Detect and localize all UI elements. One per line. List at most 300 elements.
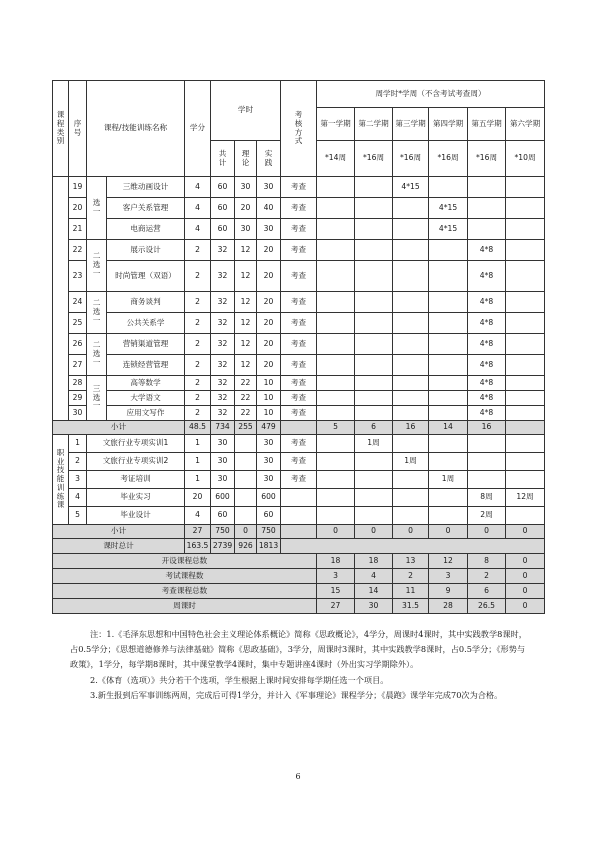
semester-3-value: 31.5 [393, 599, 429, 614]
hours-theory [235, 471, 257, 489]
semester-6-value [506, 435, 545, 453]
weeks-6: *10周 [506, 141, 545, 177]
hours-theory: 22 [235, 391, 257, 406]
hours-theory: 12 [235, 334, 257, 355]
hours-total: 32 [211, 406, 235, 421]
semester-4-value [429, 507, 468, 525]
semester-6-value [506, 471, 545, 489]
exam-type: 考查 [281, 376, 317, 391]
credit: 2 [185, 261, 211, 292]
semester-5-value: 4*8 [468, 355, 506, 376]
semester-6-value: 0 [506, 525, 545, 539]
hours-total: 32 [211, 292, 235, 313]
exam-type [281, 489, 317, 507]
semester-4-value: 4*15 [429, 198, 468, 219]
semester-3-value [393, 261, 429, 292]
hours-practice: 20 [257, 313, 281, 334]
semester-4-value: 4*15 [429, 219, 468, 240]
exam-type [281, 507, 317, 525]
hours-practice: 30 [257, 435, 281, 453]
semester-1-value: 27 [317, 599, 355, 614]
semester-2-value [355, 391, 393, 406]
semester-5-value: 4*8 [468, 261, 506, 292]
hours-practice: 10 [257, 376, 281, 391]
semester-5-value: 4*8 [468, 334, 506, 355]
semester-4-value: 1周 [429, 471, 468, 489]
hours-practice: 40 [257, 198, 281, 219]
hours-total: 32 [211, 376, 235, 391]
table-row [53, 435, 545, 453]
hours-total: 30 [211, 435, 235, 453]
semester-3-value [393, 489, 429, 507]
hours-theory: 20 [235, 198, 257, 219]
hours-practice: 20 [257, 355, 281, 376]
hours-theory: 12 [235, 240, 257, 261]
semester-5-value [468, 198, 506, 219]
credit: 163.5 [185, 539, 211, 554]
semester-1-value: 3 [317, 569, 355, 584]
semester-2-value [355, 507, 393, 525]
semester-3-value: 16 [393, 421, 429, 435]
semester-1-value [317, 177, 355, 198]
exam-type: 考查 [281, 240, 317, 261]
hours-practice: 30 [257, 177, 281, 198]
credit: 4 [185, 177, 211, 198]
exam-type: 考查 [281, 292, 317, 313]
credit: 2 [185, 355, 211, 376]
summary-label: 开设课程总数 [53, 554, 317, 569]
semester-4-value [429, 435, 468, 453]
semester-1-value [317, 471, 355, 489]
blank-span [281, 539, 545, 554]
semester-4-value: 12 [429, 554, 468, 569]
semester-4-value: 14 [429, 421, 468, 435]
semester-2-value [355, 471, 393, 489]
semester-3-value [393, 471, 429, 489]
col-course-name: 课程/技能训练名称 [87, 81, 185, 177]
semester-2-value [355, 177, 393, 198]
table-row [53, 198, 545, 219]
semester-1: 第一学期 [317, 108, 355, 141]
hours-theory [235, 489, 257, 507]
semester-3-value [393, 435, 429, 453]
category-vocational: 职 业 技 能 训 练 课 [53, 435, 69, 525]
total-hours-label: 课时总计 [53, 539, 185, 554]
weeks-3: *16周 [393, 141, 429, 177]
semester-6-value [506, 507, 545, 525]
semester-4-value [429, 261, 468, 292]
table-row [53, 421, 545, 435]
exam-type: 考查 [281, 313, 317, 334]
semester-6: 第六学期 [506, 108, 545, 141]
hours-total: 30 [211, 471, 235, 489]
semester-3-value [393, 219, 429, 240]
semester-4-value [429, 391, 468, 406]
semester-2-value [355, 376, 393, 391]
semester-5-value [468, 471, 506, 489]
table-row [53, 391, 545, 406]
semester-6-value [506, 198, 545, 219]
row-no: 19 [69, 177, 87, 198]
hours-theory: 255 [235, 421, 257, 435]
semester-5-value: 16 [468, 421, 506, 435]
row-no: 23 [69, 261, 87, 292]
semester-5-value: 4*8 [468, 292, 506, 313]
table-row [53, 554, 545, 569]
semester-4-value [429, 313, 468, 334]
hours-total: 734 [211, 421, 235, 435]
semester-5-value [468, 453, 506, 471]
semester-6-value [506, 391, 545, 406]
semester-3-value [393, 507, 429, 525]
semester-4-value [429, 240, 468, 261]
table-row [53, 525, 545, 539]
semester-5-value: 8周 [468, 489, 506, 507]
course-name: 连锁经营管理 [107, 355, 185, 376]
semester-6-value [506, 219, 545, 240]
semester-2-value: 30 [355, 599, 393, 614]
semester-3-value: 2 [393, 569, 429, 584]
semester-1-value [317, 406, 355, 421]
course-name: 展示设计 [107, 240, 185, 261]
semester-6-value [506, 240, 545, 261]
semester-4-value: 3 [429, 569, 468, 584]
semester-6-value: 0 [506, 569, 545, 584]
row-no: 26 [69, 334, 87, 355]
hours-total: 60 [211, 219, 235, 240]
table-row [53, 177, 545, 198]
semester-1-value: 18 [317, 554, 355, 569]
hours-theory: 12 [235, 313, 257, 334]
table-row [53, 489, 545, 507]
hours-theory: 30 [235, 219, 257, 240]
table-row [53, 355, 545, 376]
table-row [53, 599, 545, 614]
semester-6-value [506, 292, 545, 313]
semester-6-value: 0 [506, 584, 545, 599]
exam-type [281, 421, 317, 435]
semester-1-value [317, 198, 355, 219]
row-no: 25 [69, 313, 87, 334]
semester-6-value [506, 421, 545, 435]
course-name: 高等数学 [107, 376, 185, 391]
semester-4: 第四学期 [429, 108, 468, 141]
table-row [53, 453, 545, 471]
course-name: 时尚管理（双语） [107, 261, 185, 292]
table-row [53, 507, 545, 525]
credit: 2 [185, 240, 211, 261]
row-no: 28 [69, 376, 87, 391]
semester-1-value [317, 391, 355, 406]
semester-3-value: 1周 [393, 453, 429, 471]
hours-total: 32 [211, 355, 235, 376]
credit: 4 [185, 198, 211, 219]
semester-1-value [317, 313, 355, 334]
semester-6-value [506, 355, 545, 376]
row-no: 30 [69, 406, 87, 421]
semester-4-value [429, 334, 468, 355]
row-no: 27 [69, 355, 87, 376]
col-weekly-hours: 周学时*学周（不含考试考查周） [317, 81, 545, 108]
col-seq: 序 号 [69, 81, 87, 177]
course-name: 考证培训 [87, 471, 185, 489]
hours-theory: 22 [235, 376, 257, 391]
semester-6-value [506, 177, 545, 198]
semester-4-value [429, 355, 468, 376]
credit: 2 [185, 406, 211, 421]
choose-label: 二 选 一 [87, 292, 107, 334]
hours-total: 32 [211, 240, 235, 261]
course-name: 三维动画设计 [107, 177, 185, 198]
col-hours-practice: 实 践 [257, 141, 281, 177]
table-row [53, 240, 545, 261]
semester-1-value [317, 376, 355, 391]
hours-practice: 750 [257, 525, 281, 539]
hours-theory [235, 507, 257, 525]
credit: 4 [185, 219, 211, 240]
semester-5-value: 4*8 [468, 313, 506, 334]
hours-total: 60 [211, 198, 235, 219]
col-exam: 考 核 方 式 [281, 81, 317, 177]
table-row [53, 334, 545, 355]
semester-1-value [317, 453, 355, 471]
table-row [53, 406, 545, 421]
semester-2-value [355, 334, 393, 355]
hours-practice: 20 [257, 292, 281, 313]
col-hours: 学时 [211, 81, 281, 141]
hours-practice: 600 [257, 489, 281, 507]
semester-5-value [468, 177, 506, 198]
hours-practice: 20 [257, 261, 281, 292]
semester-3-value [393, 376, 429, 391]
exam-type: 考查 [281, 406, 317, 421]
hours-total: 32 [211, 261, 235, 292]
semester-4-value: 9 [429, 584, 468, 599]
exam-type: 考查 [281, 198, 317, 219]
exam-type: 考查 [281, 391, 317, 406]
semester-6-value [506, 406, 545, 421]
hours-practice: 10 [257, 391, 281, 406]
semester-2-value [355, 240, 393, 261]
semester-5-value: 4*8 [468, 391, 506, 406]
hours-total: 60 [211, 507, 235, 525]
semester-5-value: 0 [468, 525, 506, 539]
table-row [53, 261, 545, 292]
semester-3-value [393, 313, 429, 334]
semester-2-value [355, 219, 393, 240]
semester-1-value [317, 334, 355, 355]
credit: 2 [185, 391, 211, 406]
semester-5-value: 2 [468, 569, 506, 584]
semester-3-value [393, 355, 429, 376]
note-3: 3.新生报到后军事训练两周，完成后可得1学分，并计入《军事理论》课程学分；《晨跑》课学年完成70次为合格。 [90, 689, 503, 700]
semester-5-value: 26.5 [468, 599, 506, 614]
exam-type: 考查 [281, 334, 317, 355]
hours-practice: 20 [257, 240, 281, 261]
course-name: 文旅行业专项实训2 [87, 453, 185, 471]
semester-6-value [506, 376, 545, 391]
semester-6-value [506, 313, 545, 334]
hours-theory: 30 [235, 177, 257, 198]
table-row [53, 81, 545, 108]
course-name: 大学语文 [107, 391, 185, 406]
table-row [53, 313, 545, 334]
col-category: 课 程 类 别 [53, 81, 69, 177]
exam-type: 考查 [281, 453, 317, 471]
semester-2-value [355, 489, 393, 507]
semester-2-value [355, 261, 393, 292]
hours-theory: 22 [235, 406, 257, 421]
notes [70, 627, 530, 703]
hours-total: 2739 [211, 539, 235, 554]
hours-practice: 30 [257, 219, 281, 240]
semester-3-value: 11 [393, 584, 429, 599]
curriculum-table [52, 80, 545, 614]
hours-theory: 12 [235, 292, 257, 313]
semester-2-value [355, 406, 393, 421]
hours-theory [235, 435, 257, 453]
semester-6-value: 0 [506, 554, 545, 569]
exam-type: 考查 [281, 177, 317, 198]
semester-6-value [506, 261, 545, 292]
row-no: 22 [69, 240, 87, 261]
semester-1-value [317, 355, 355, 376]
credit: 48.5 [185, 421, 211, 435]
note-1: 注：1.《毛泽东思想和中国特色社会主义理论体系概论》简称《思政概论》，4学分，周课时4课时，其中实践教学8课时，占0.5学分；《思想道德修养与法律基础》简称《思政基础》，3学分，周课时3课时，其中实践教学8课时，占0.5学分；《形势与政策》，1学分，每学期8课时，其中课堂教学4课时，集中专题讲座4课时（外出实习学期除外）。 [70, 629, 527, 670]
credit: 1 [185, 453, 211, 471]
semester-2-value: 1周 [355, 435, 393, 453]
semester-2-value: 4 [355, 569, 393, 584]
credit: 2 [185, 334, 211, 355]
choose-label: 三 选 一 [87, 376, 107, 421]
row-no: 4 [69, 489, 87, 507]
semester-4-value: 28 [429, 599, 468, 614]
credit: 2 [185, 292, 211, 313]
choose-label: 二 选 一 [87, 334, 107, 376]
row-no: 2 [69, 453, 87, 471]
semester-4-value: 0 [429, 525, 468, 539]
semester-2-value [355, 313, 393, 334]
hours-total: 30 [211, 453, 235, 471]
semester-1-value: 0 [317, 525, 355, 539]
semester-1-value: 15 [317, 584, 355, 599]
semester-2: 第二学期 [355, 108, 393, 141]
semester-3-value [393, 198, 429, 219]
semester-1-value [317, 292, 355, 313]
table-row [53, 292, 545, 313]
credit: 2 [185, 376, 211, 391]
hours-theory [235, 453, 257, 471]
exam-type: 考查 [281, 471, 317, 489]
course-name: 应用文写作 [107, 406, 185, 421]
hours-total: 32 [211, 391, 235, 406]
table-row [53, 539, 545, 554]
row-no: 24 [69, 292, 87, 313]
hours-total: 32 [211, 334, 235, 355]
semester-3-value: 4*15 [393, 177, 429, 198]
row-no: 1 [69, 435, 87, 453]
hours-practice: 10 [257, 406, 281, 421]
course-name: 商务谈判 [107, 292, 185, 313]
semester-1-value [317, 219, 355, 240]
hours-theory: 0 [235, 525, 257, 539]
semester-3-value [393, 406, 429, 421]
semester-3-value: 13 [393, 554, 429, 569]
exam-type: 考查 [281, 355, 317, 376]
semester-2-value: 14 [355, 584, 393, 599]
semester-5: 第五学期 [468, 108, 506, 141]
semester-4-value [429, 376, 468, 391]
choose-label: 二 选 一 [87, 240, 107, 292]
note-2: 2.《体育（选项）》共分若干个选项，学生根据上课时间安排每学期任选一个项目。 [90, 674, 389, 685]
semester-2-value [355, 198, 393, 219]
semester-4-value [429, 453, 468, 471]
semester-2-value: 18 [355, 554, 393, 569]
semester-5-value: 2周 [468, 507, 506, 525]
semester-4-value [429, 406, 468, 421]
semester-6-value: 12周 [506, 489, 545, 507]
subtotal-label: 小计 [53, 525, 185, 539]
semester-2-value [355, 355, 393, 376]
choose-label: 选 一 [87, 177, 107, 240]
course-name: 文旅行业专项实训1 [87, 435, 185, 453]
table-row [53, 471, 545, 489]
semester-3-value: 0 [393, 525, 429, 539]
semester-6-value [506, 334, 545, 355]
hours-practice: 60 [257, 507, 281, 525]
table-row [53, 376, 545, 391]
table-row [53, 584, 545, 599]
table-row [53, 569, 545, 584]
credit: 2 [185, 313, 211, 334]
page-number: 6 [295, 772, 301, 781]
hours-total: 32 [211, 313, 235, 334]
semester-6-value [506, 453, 545, 471]
weeks-1: *14周 [317, 141, 355, 177]
hours-theory: 926 [235, 539, 257, 554]
credit: 27 [185, 525, 211, 539]
course-name: 毕业设计 [87, 507, 185, 525]
col-hours-total: 共 计 [211, 141, 235, 177]
semester-3-value [393, 391, 429, 406]
credit: 4 [185, 507, 211, 525]
row-no: 20 [69, 198, 87, 219]
col-hours-theory: 理 论 [235, 141, 257, 177]
course-name: 客户关系管理 [107, 198, 185, 219]
hours-total: 750 [211, 525, 235, 539]
semester-3: 第三学期 [393, 108, 429, 141]
semester-1-value: 5 [317, 421, 355, 435]
exam-type [281, 525, 317, 539]
hours-practice: 1813 [257, 539, 281, 554]
semester-1-value [317, 507, 355, 525]
hours-practice: 30 [257, 453, 281, 471]
weeks-2: *16周 [355, 141, 393, 177]
row-no: 3 [69, 471, 87, 489]
credit: 1 [185, 435, 211, 453]
hours-total: 60 [211, 177, 235, 198]
row-no: 21 [69, 219, 87, 240]
semester-3-value [393, 292, 429, 313]
exam-type: 考查 [281, 219, 317, 240]
hours-theory: 12 [235, 355, 257, 376]
hours-practice: 479 [257, 421, 281, 435]
semester-6-value: 0 [506, 599, 545, 614]
semester-5-value: 4*8 [468, 406, 506, 421]
credit: 1 [185, 471, 211, 489]
row-no: 5 [69, 507, 87, 525]
category-elective [53, 177, 69, 421]
